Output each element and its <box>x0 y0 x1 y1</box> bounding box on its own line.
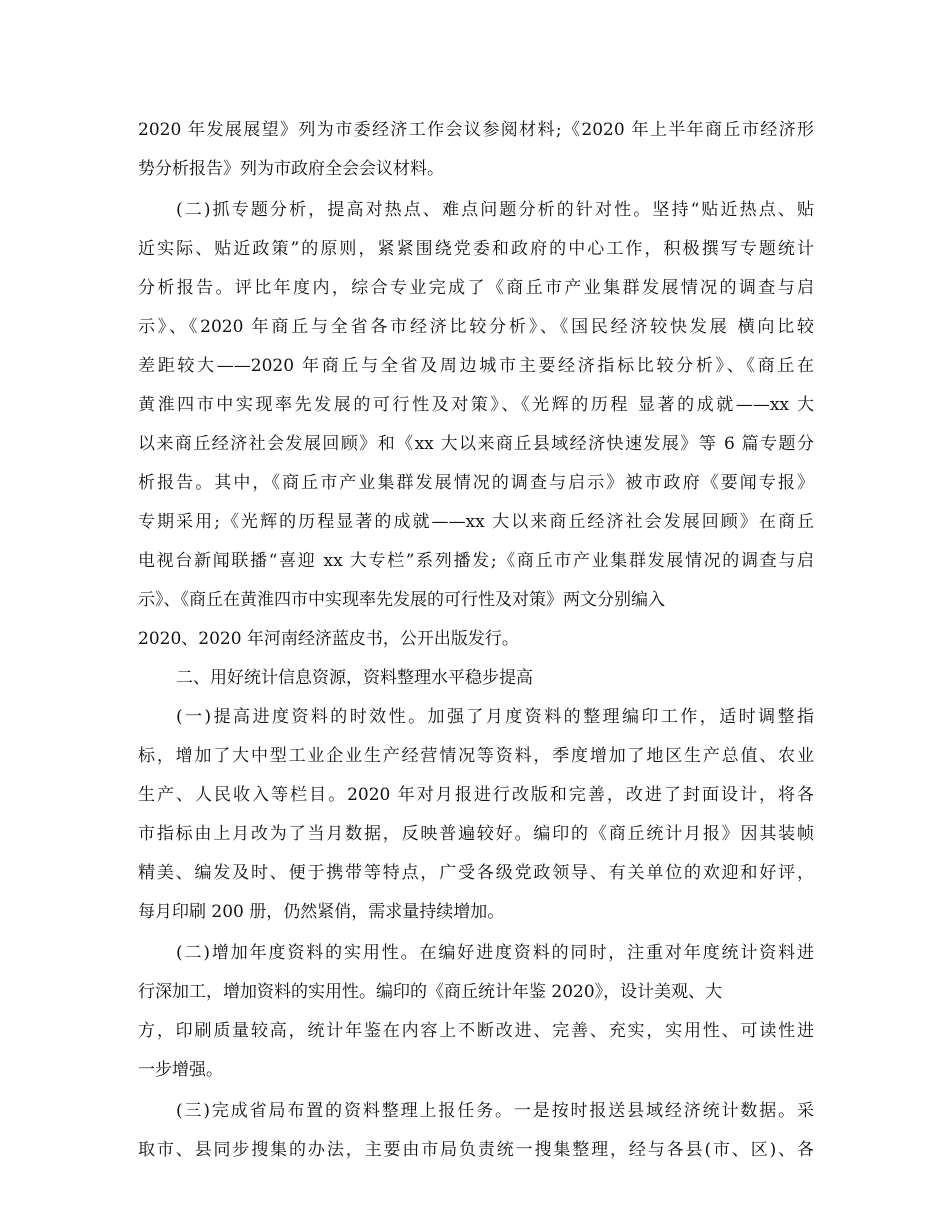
text-line: 近实际、贴近政策”的原则，紧紧围绕党委和政府的中心工作，积极撰写专题统计 <box>138 239 814 259</box>
text-line: 以来商丘经济社会发展回顾》和《xx 大以来商丘县域经济快速发展》等 6 篇专题分 <box>138 434 814 454</box>
text-line: 每月印刷 200 册，仍然紧俏，需求量持续增加。 <box>138 902 505 922</box>
text-line: 行深加工，增加资料的实用性。编印的《商丘统计年鉴 2020》，设计美观、大 <box>138 982 723 1002</box>
text-line: 示》、《2020 年商丘与全省各市经济比较分析》、《国民经济较快发展 横向比较 <box>138 317 814 337</box>
text-line: 专期采用;《光辉的历程显著的成就——xx 大以来商丘经济社会发展回顾》在商丘 <box>138 512 814 532</box>
text-line: 标，增加了大中型工业企业生产经营情况等资料，季度增加了地区生产总值、农业 <box>138 746 814 766</box>
text-line: 精美、编发及时、便于携带等特点，广受各级党政领导、有关单位的欢迎和好评， <box>138 863 814 883</box>
text-line: 取市、县同步搜集的办法，主要由市局负责统一搜集整理，经与各县(市、区)、各 <box>138 1140 814 1160</box>
text-line: (一)提高进度资料的时效性。加强了月度资料的整理编印工作，适时调整指 <box>176 707 814 727</box>
text-line: 方，印刷质量较高，统计年鉴在内容上不断改进、完善、充实，实用性、可读性进 <box>138 1021 814 1041</box>
text-line: 2020、2020 年河南经济蓝皮书，公开出版发行。 <box>138 629 519 649</box>
text-line: 一步增强。 <box>138 1060 223 1080</box>
text-line: (二)增加年度资料的实用性。在编好进度资料的同时，注重对年度统计资料进 <box>176 943 814 963</box>
text-line: 市指标由上月改为了当月数据，反映普遍较好。编印的《商丘统计月报》因其装帧 <box>138 824 814 844</box>
text-line: 示》、《商丘在黄淮四市中实现率先发展的可行性及对策》两文分别编入 <box>138 590 665 610</box>
text-line: (三)完成省局布置的资料整理上报任务。一是按时报送县域经济统计数据。采 <box>176 1101 814 1121</box>
text-line: 差距较大——2020 年商丘与全省及周边城市主要经济指标比较分析》、《商丘在 <box>138 356 814 376</box>
text-line: 电视台新闻联播“喜迎 xx 大专栏”系列播发;《商丘市产业集群发展情况的调查与启 <box>138 551 814 571</box>
text-line: 2020 年发展展望》列为市委经济工作会议参阅材料;《2020 年上半年商丘市经济形 <box>138 120 814 140</box>
text-line: 黄淮四市中实现率先发展的可行性及对策》、《光辉的历程 显著的成就——xx 大 <box>138 395 814 415</box>
text-line: 生产、人民收入等栏目。2020 年对月报进行改版和完善，改进了封面设计，将各 <box>138 785 814 805</box>
text-line: (二)抓专题分析，提高对热点、难点问题分析的针对性。坚持“贴近热点、贴 <box>176 200 814 220</box>
text-line: 势分析报告》列为市政府全会会议材料。 <box>138 159 444 179</box>
text-line: 分析报告。评比年度内，综合专业完成了《商丘市产业集群发展情况的调查与启 <box>138 278 814 298</box>
document-page <box>138 111 814 1170</box>
text-line: 析报告。其中，《商丘市产业集群发展情况的调查与启示》被市政府《要闻专报》 <box>138 473 814 493</box>
section-heading: 二、用好统计信息资源，资料整理水平稳步提高 <box>176 668 533 688</box>
